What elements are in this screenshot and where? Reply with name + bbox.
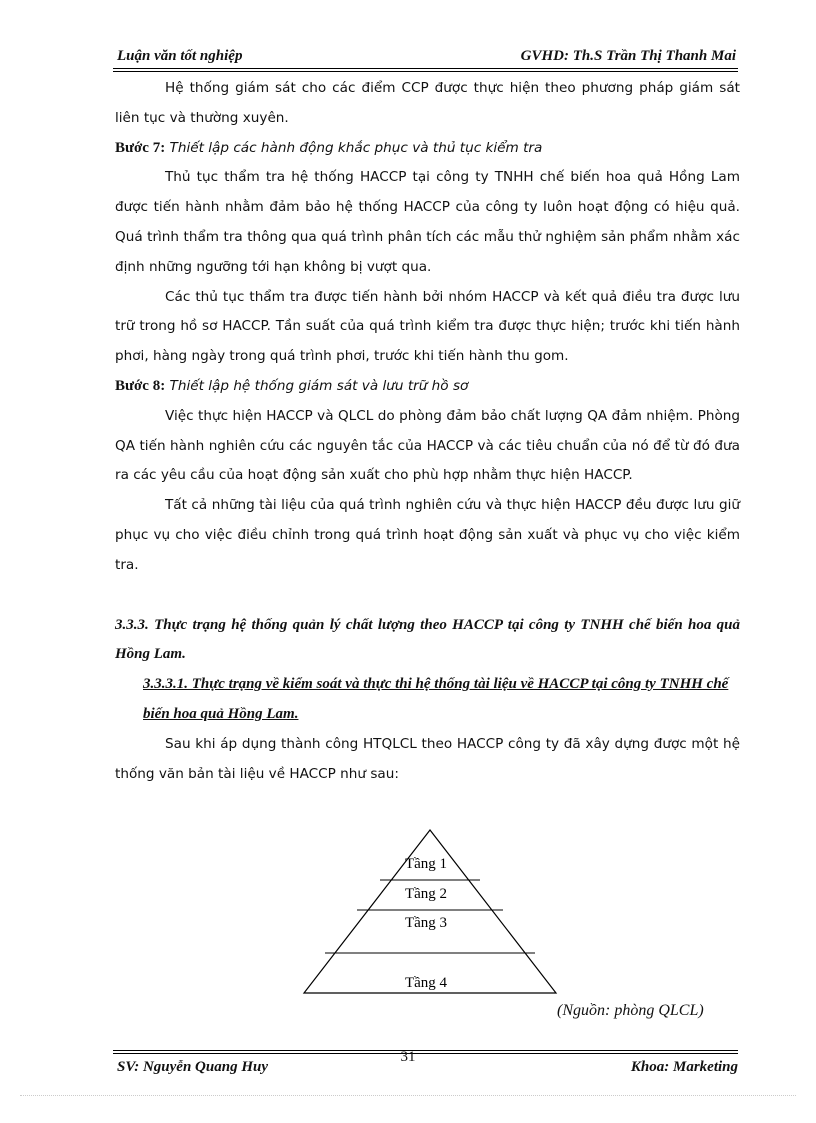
paragraph: Các thủ tục thẩm tra được tiến hành bởi nhóm HACCP và kết quả điều tra được lưu trữ trong hồ sơ HACCP. Tần suất của quá trình kiểm tra được thực hiện; trước khi tiến hành phơi, hàng ngày trong quá trình phơi, trước khi tiến hành thu gom. <box>115 288 740 365</box>
page-edge-dotted <box>20 1095 796 1096</box>
page-header <box>115 48 736 66</box>
page-footer <box>115 1057 738 1077</box>
tier-label: Tầng 1 <box>404 856 448 872</box>
paragraph: Việc thực hiện HACCP và QLCL do phòng đảm bảo chất lượng QA đảm nhiệm. Phòng QA tiến hành nghiên cứu các nguyên tắc của HACCP và các tiêu chuẩn của nó để từ đó đưa ra các yêu cầu của hoạt động sản xuất cho phù hợp nhằm thực hiện HACCP. <box>115 407 740 484</box>
header-thesis-label: Luận văn tốt nghiệp <box>117 48 243 64</box>
header-rule <box>113 68 738 69</box>
page-number: 31 <box>400 1049 416 1065</box>
tier-label: Tầng 4 <box>404 975 448 991</box>
paragraph: Tất cả những tài liệu của quá trình nghiên cứu và thực hiện HACCP đều được lưu giữ phục vụ cho việc điều chỉnh trong quá trình hoạt động sản xuất và phục vụ cho việc kiểm tra. <box>115 497 740 573</box>
header-rule-thin <box>113 71 738 72</box>
step-title: Thiết lập các hành động khắc phục và thủ tục kiểm tra <box>169 139 543 156</box>
tier-label: Tầng 2 <box>404 886 448 902</box>
section-heading: 3.3.3. Thực trạng hệ thống quản lý chất lượng theo HACCP tại công ty TNHH chế biến hoa quả Hồng Lam. <box>115 616 740 663</box>
document-body <box>115 74 740 789</box>
step-label: Bước 8: <box>115 377 166 394</box>
header-advisor: GVHD: Th.S Trần Thị Thanh Mai <box>520 48 736 64</box>
pyramid-outline <box>304 830 556 993</box>
diagram-source-note: (Nguồn: phòng QLCL) <box>557 1002 704 1019</box>
subsection-heading: 3.3.3.1. Thực trạng về kiểm soát và thực thi hệ thống tài liệu về HACCP tại công ty TNHH chế biến hoa quả Hồng Lam. <box>143 676 729 722</box>
paragraph: Sau khi áp dụng thành công HTQLCL theo HACCP công ty đã xây dựng được một hệ thống văn bản tài liệu về HACCP như sau: <box>115 735 740 782</box>
step-7-heading <box>115 134 740 164</box>
step-label: Bước 7: <box>115 139 166 156</box>
footer-faculty: Khoa: Marketing <box>630 1059 738 1075</box>
spacer <box>115 581 740 611</box>
paragraph: Hệ thống giám sát cho các điểm CCP được thực hiện theo phương pháp giám sát liên tục và thường xuyên. <box>115 80 740 126</box>
tier-label: Tầng 3 <box>404 915 448 931</box>
step-8-heading <box>115 372 740 402</box>
footer-student: SV: Nguyễn Quang Huy <box>117 1059 268 1075</box>
paragraph: Thủ tục thẩm tra hệ thống HACCP tại công ty TNHH chế biến hoa quả Hồng Lam được tiến hành nhằm đảm bảo hệ thống HACCP của công ty luôn hoạt động có hiệu quả. Quá trình thẩm tra thông qua quá trình phân tích các mẫu thử nghiệm sản phẩm nhằm xác định những ngưỡng tới hạn không bị vượt qua. <box>115 169 740 275</box>
step-title: Thiết lập hệ thống giám sát và lưu trữ hồ sơ <box>169 377 469 394</box>
document-pyramid-diagram <box>300 828 560 998</box>
